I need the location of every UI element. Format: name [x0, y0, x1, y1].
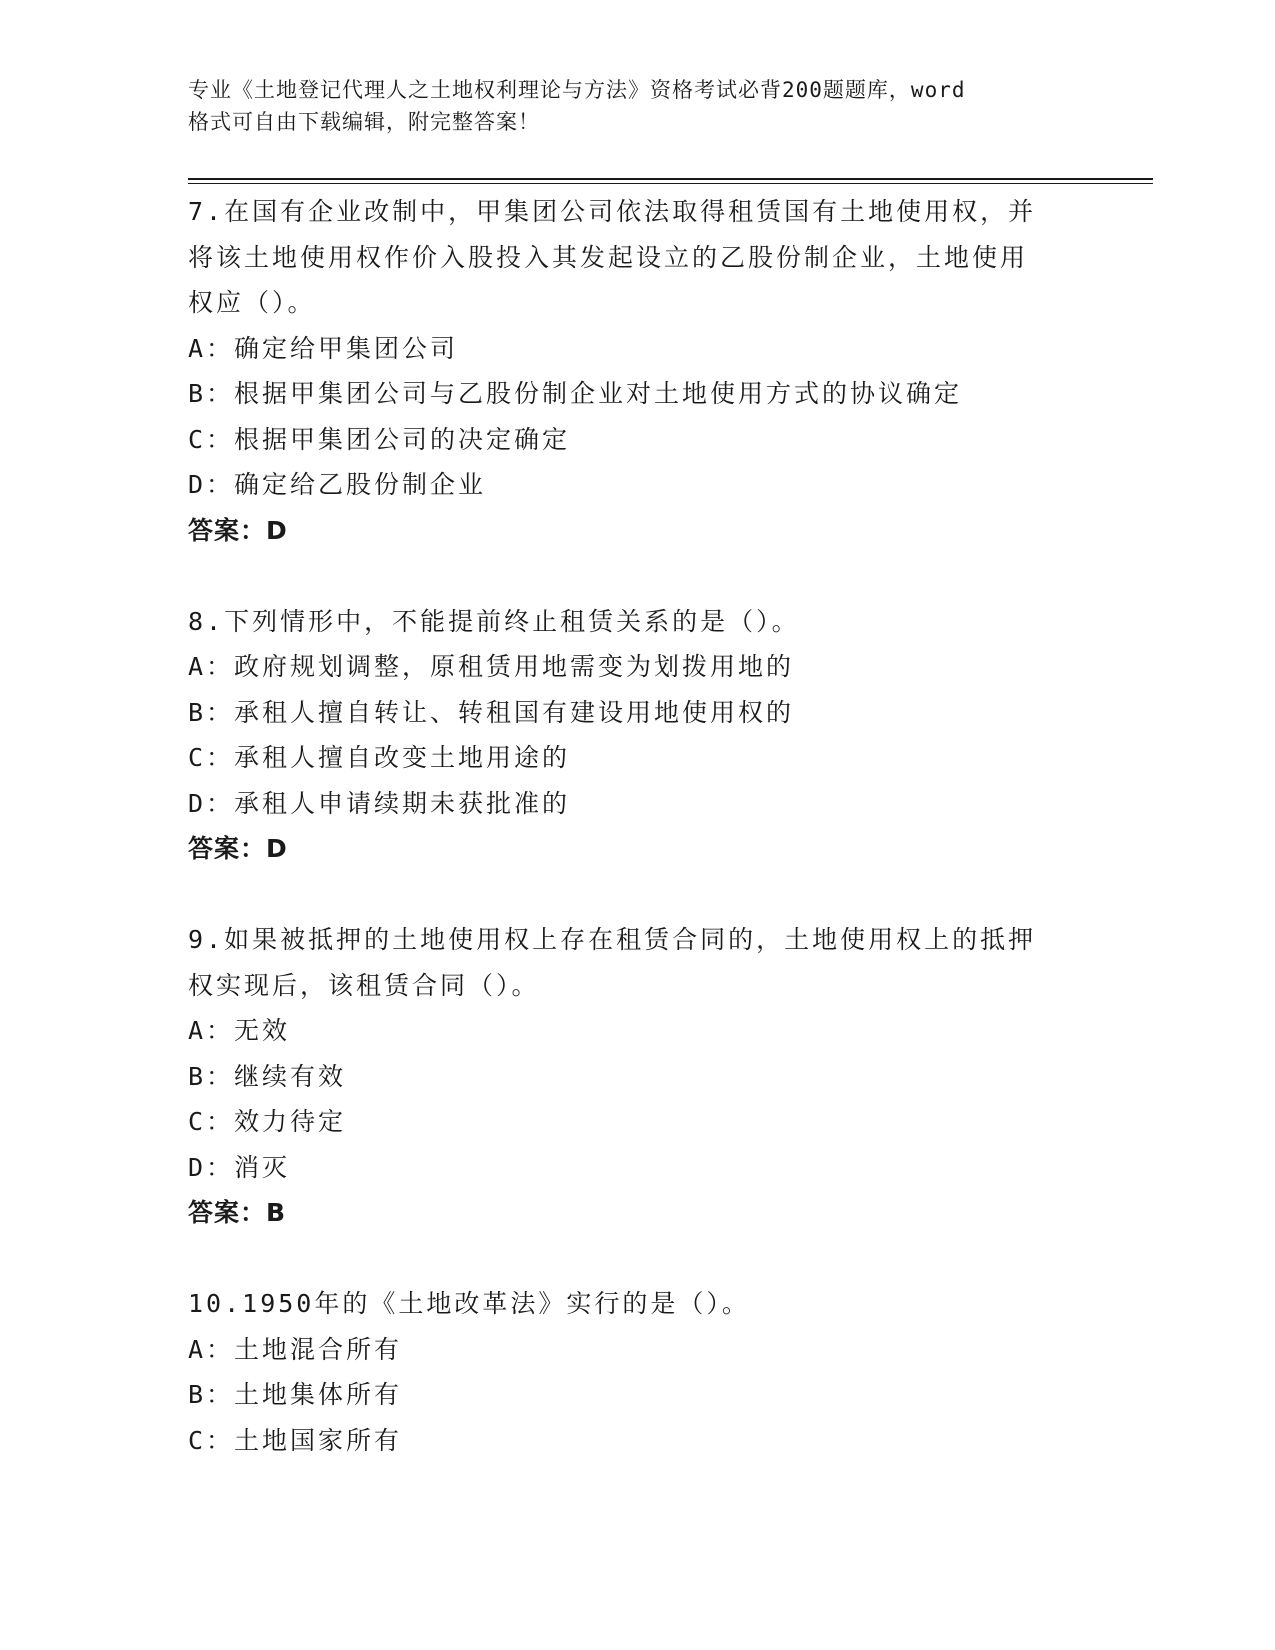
answer-label: 答案：D: [188, 834, 288, 863]
option-d: D：承租人申请续期未获批准的: [188, 788, 571, 818]
header-line-1: 专业《土地登记代理人之土地权利理论与方法》资格考试必背200题题库，word: [188, 78, 966, 102]
question-spacer: [188, 872, 1088, 918]
question-stem: 8.下列情形中，不能提前终止租赁关系的是（）。: [188, 606, 800, 636]
option-d: D：确定给乙股份制企业: [188, 470, 487, 499]
option-a: A：政府规划调整，原租赁用地需变为划拨用地的: [188, 652, 795, 681]
option-c: C：根据甲集团公司的决定确定: [188, 424, 571, 454]
question-list: [188, 189, 1088, 1463]
option-a: A：土地混合所有: [188, 1334, 403, 1364]
option-c: C：土地国家所有: [188, 1425, 403, 1455]
question-stem: 权实现后，该租赁合同（）。: [188, 970, 540, 1000]
option-b: B：土地集体所有: [188, 1380, 403, 1409]
question-stem: 7.在国有企业改制中，甲集团公司依法取得租赁国有土地使用权，并: [188, 197, 1037, 226]
option-a: A：确定给甲集团公司: [188, 333, 459, 363]
document-header: [188, 74, 1068, 138]
option-d: D：消灭: [188, 1152, 291, 1182]
option-b: B：根据甲集团公司与乙股份制企业对土地使用方式的协议确定: [188, 379, 963, 408]
header-divider-thin: [188, 183, 1153, 184]
option-c: C：承租人擅自改变土地用途的: [188, 743, 571, 772]
option-c: C：效力待定: [188, 1107, 347, 1136]
question-8: [188, 599, 1088, 872]
question-7: [188, 189, 1088, 553]
question-stem: 10.1950年的《土地改革法》实行的是（）。: [188, 1289, 750, 1318]
question-9: [188, 917, 1088, 1236]
option-a: A：无效: [188, 1016, 291, 1045]
header-divider-thick: [188, 178, 1153, 180]
answer-label: 答案：D: [188, 515, 288, 545]
question-spacer: [188, 1236, 1088, 1282]
question-stem: 将该土地使用权作价入股投入其发起设立的乙股份制企业，土地使用: [188, 242, 1029, 272]
question-stem: 权应（）。: [188, 288, 316, 317]
question-10: [188, 1281, 1088, 1463]
header-line-2: 格式可自由下载编辑，附完整答案！: [188, 110, 540, 134]
question-spacer: [188, 553, 1088, 599]
option-b: B：承租人擅自转让、转租国有建设用地使用权的: [188, 697, 795, 727]
option-b: B：继续有效: [188, 1061, 347, 1091]
question-stem: 9.如果被抵押的土地使用权上存在租赁合同的，土地使用权上的抵押: [188, 925, 1037, 954]
answer-label: 答案：B: [188, 1198, 287, 1227]
